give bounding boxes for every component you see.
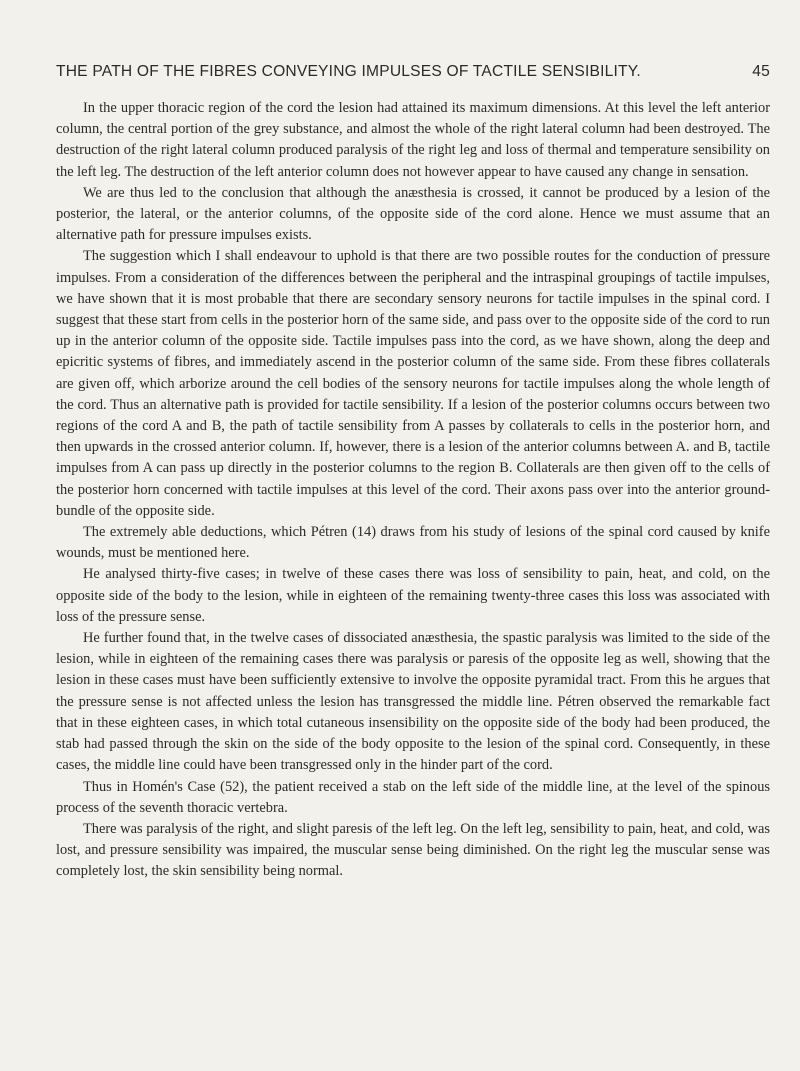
paragraph: The suggestion which I shall endeavour to uphold is that there are two possible routes for the conduction of pressure impulses. From a consideration of the differences between the peripheral and the intraspinal groupings of tactile impulses, we have shown that it is most probable that there are secondary sensory neurons for tactile impulses in the spinal cord. I suggest that these start from cells in the posterior horn of the same side, and pass over to the opposite side of the cord to run up in the anterior column of the opposite side. Tactile impulses pass into the cord, as we have shown, along the deep and epicritic systems of fibres, and immediately ascend in the posterior column of the same side. From these fibres collaterals are given off, which arborize around the cell bodies of the sensory neurons for tactile impulses along the whole length of the cord. Thus an alternative path is provided for tactile sensibility. If a lesion of the posterior columns occurs between two regions of the cord A and B, the path of tactile sensibility from A passes by collaterals to cells in the posterior horn, and then upwards in the crossed anterior column. If, however, there is a lesion of the anterior columns between A. and B, tactile impulses from A can pass up directly in the posterior columns to the region B. Collaterals are then given off to the cells of the posterior horn concerned with tactile impulses at this level of the cord. Their axons pass over into the anterior ground-bundle of the opposite side. [56, 248, 770, 519]
paragraph: In the upper thoracic region of the cord the lesion had attained its maximum dimensions. At this level the left anterior column, the central portion of the grey substance, and almost the whole of the right lateral column had been destroyed. The destruction of the right lateral column produced paralysis of the right leg and loss of thermal and temperature sensibility on the left leg. The destruction of the left anterior column does not however appear to have caused any change in sensation. [56, 100, 770, 180]
paragraph: He analysed thirty-five cases; in twelve of these cases there was loss of sensibility to pain, heat, and cold, on the opposite side of the body to the lesion, while in eighteen of the remaining twenty-three cases this loss was associated with loss of the pressure sense. [56, 566, 770, 625]
body-text [56, 98, 770, 883]
page-number: 45 [752, 63, 770, 80]
paragraph: Thus in Homén's Case (52), the patient received a stab on the left side of the middle line, at the level of the spinous process of the seventh thoracic vertebra. [56, 778, 770, 816]
paragraph: There was paralysis of the right, and slight paresis of the left leg. On the left leg, sensibility to pain, heat, and cold, was lost, and pressure sensibility was impaired, the muscular sense being diminished. On the right leg the muscular sense was completely lost, the skin sensibility being normal. [56, 820, 770, 880]
running-header [56, 63, 770, 87]
paragraph: We are thus led to the conclusion that although the anæsthesia is crossed, it cannot be produced by a lesion of the posterior, the lateral, or the anterior columns, of the opposite side of the cord alone. Hence we must assume that an alternative path for pressure impulses exists. [56, 184, 770, 244]
paragraph: He further found that, in the twelve cases of dissociated anæsthesia, the spastic paralysis was limited to the side of the lesion, while in eighteen of the remaining cases there was paralysis or paresis of the opposite leg as well, showing that the lesion in these cases must have been sufficiently extensive to involve the opposite pyramidal tract. From this he argues that the pressure sense is not affected unless the lesion has transgressed the middle line. Pétren observed the remarkable fact that in these eighteen cases, in which total cutaneous insensibility on the opposite side of the body had been produced, the stab had passed through the skin on the side of the body opposite to the lesion of the spinal cord. Consequently, in these cases, the middle line could have been transgressed only in the hinder part of the cord. [56, 630, 770, 774]
running-title: THE PATH OF THE FIBRES CONVEYING IMPULSES OF TACTILE SENSIBILITY. [56, 63, 641, 80]
paragraph: The extremely able deductions, which Pétren (14) draws from his study of lesions of the spinal cord caused by knife wounds, must be mentioned here. [56, 524, 770, 562]
